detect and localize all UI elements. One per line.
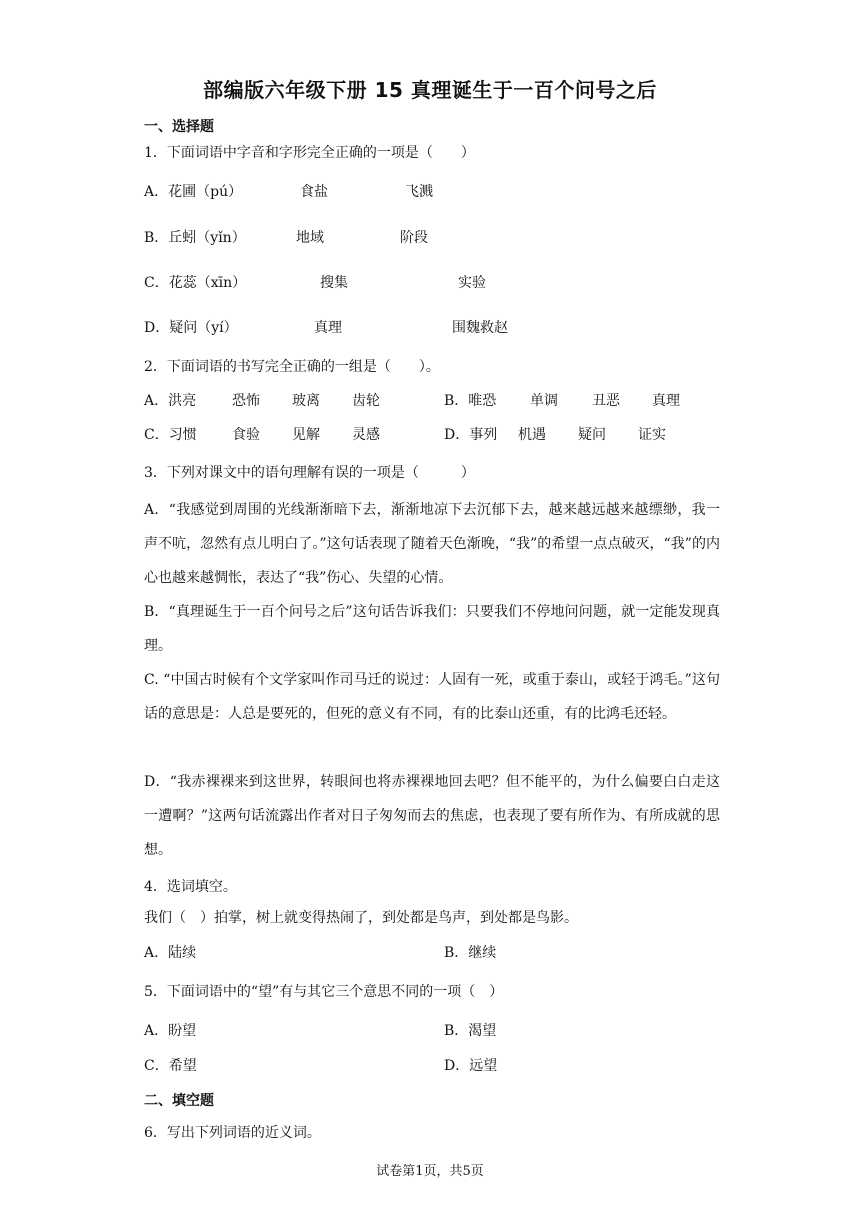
page-title: 部编版六年级下册 15 真理诞生于一百个问号之后 [203,78,657,102]
question-5-stem: 5．下面词语中的“望”有与其它三个意思不同的一项（ ） [144,984,504,1000]
q4-option-b: B．继续 [444,945,497,961]
question-1-stem: 1．下面词语中字音和字形完全正确的一项是（ ） [144,145,475,161]
q1-option-b-word2: 地域 [296,230,324,246]
q1-option-b-word3: 阶段 [400,230,428,246]
q1-option-a-word3: 飞溅 [405,184,433,200]
q1-option-c-word3: 实验 [458,275,486,291]
q1-option-a-word1: A．花圃（pú） [144,184,243,200]
q1-option-a-word2: 食盐 [300,184,328,200]
q2-option-b-w3: 丑恶 [592,393,620,409]
page-footer: 试卷第1页，共5页 [376,1164,484,1179]
question-6-stem: 6．写出下列词语的近义词。 [144,1125,321,1141]
q2-option-b-w2: 单调 [530,393,558,409]
section-heading-choice: 一、选择题 [144,119,214,135]
q4-option-a: A．陆续 [144,945,197,961]
question-3-stem: 3．下列对课文中的语句理解有误的一项是（ ） [144,465,475,481]
q2-option-d-w1: D．事列 [444,427,498,443]
q2-option-a-w4: 齿轮 [352,393,380,409]
question-4-stem: 4．选词填空。 [144,879,237,895]
q2-option-b-w4: 真理 [652,393,680,409]
q3-option-d: D．“我赤裸裸来到这世界，转眼间也将赤裸裸地回去吧？但不能平的，为什么偏要白白走这一遭啊？”这两句话流露出作者对日子匆匆而去的焦虑，也表现了要有所作为、有所成就的思想。 [144,774,720,858]
q4-sentence: 我们（ ）拍掌，树上就变得热闹了，到处都是鸟声，到处都是鸟影。 [144,910,578,926]
q5-option-d: D．远望 [444,1058,498,1074]
q2-option-c-w3: 见解 [292,427,320,443]
q5-option-b: B．渴望 [444,1023,497,1039]
q2-option-c-w4: 灵感 [352,427,380,443]
question-2-stem: 2．下面词语的书写完全正确的一组是（ ）。 [144,359,440,375]
section-heading-fill: 二、填空题 [144,1093,214,1109]
q1-option-c-word1: C．花蕊（xīn） [144,275,247,291]
q3-option-c: C. “中国古时候有个文学家叫作司马迁的说过：人固有一死，或重于泰山，或轻于鸿毛。”这句话的意思是：人总是要死的，但死的意义有不同，有的比泰山还重，有的比鸿毛还轻。 [144,672,720,722]
q3-option-a: A．“我感觉到周围的光线渐渐暗下去，渐渐地凉下去沉郁下去，越来越远越来越缥缈，我一声不吭，忽然有点儿明白了。”这句话表现了随着天色渐晚，“我”的希望一点点破灭，“我”的内心也越来越惆怅，表达了“我”伤心、失望的心情。 [144,502,720,586]
q2-option-a-w2: 恐怖 [232,393,260,409]
q5-option-a: A．盼望 [144,1023,197,1039]
q2-option-c-w1: C．习惯 [144,427,197,443]
q1-option-d-word3: 围魏救赵 [452,320,508,336]
q2-option-d-w2: 机遇 [518,427,546,443]
q2-option-a-w1: A．洪亮 [144,393,197,409]
q2-option-b-w1: B．唯恐 [444,393,497,409]
q2-option-d-w4: 证实 [638,427,666,443]
q1-option-d-word2: 真理 [314,320,342,336]
q2-option-d-w3: 疑问 [578,427,606,443]
q1-option-c-word2: 搜集 [320,275,348,291]
q5-option-c: C．希望 [144,1058,197,1074]
q2-option-c-w2: 食验 [232,427,260,443]
q1-option-b-word1: B．丘蚓（yǐn） [144,230,246,246]
q2-option-a-w3: 玻离 [292,393,320,409]
q1-option-d-word1: D．疑问（yí） [144,320,238,336]
q3-option-b: B．“真理诞生于一百个问号之后”这句话告诉我们：只要我们不停地问问题，就一定能发现真理。 [144,604,720,654]
